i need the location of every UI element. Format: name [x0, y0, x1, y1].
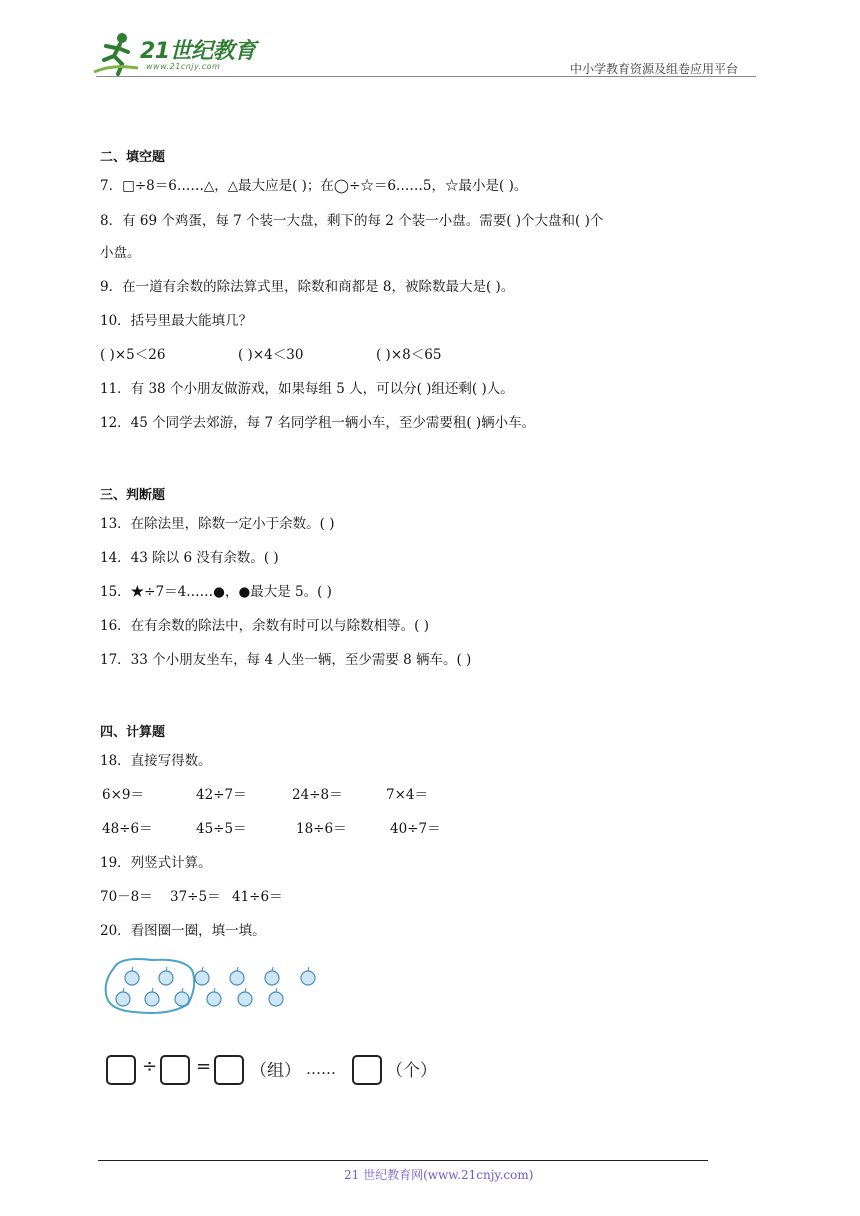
peach-picture: [100, 954, 330, 1018]
question-14: 14．43 除以 6 没有余数。( ): [100, 550, 279, 566]
vertical-calc-item: 37÷5＝: [170, 889, 221, 905]
vertical-calc-item: 41÷6＝: [232, 889, 283, 905]
question-10-a: ( )×5＜26: [100, 347, 166, 363]
question-18: 18．直接写得数。: [100, 753, 212, 769]
logo-title: 21世纪教育: [140, 39, 256, 64]
peach-icon: [145, 992, 159, 1006]
calc-item: 45÷5＝: [196, 821, 247, 837]
footer-divider: [98, 1160, 708, 1161]
peach-icon: [195, 971, 209, 985]
calc-item: 7×4＝: [386, 787, 428, 803]
question-10-c: ( )×8＜65: [376, 347, 442, 363]
peach-icon: [116, 992, 130, 1006]
calc-item: 48÷6＝: [102, 821, 153, 837]
peach-icon: [159, 971, 173, 985]
question-7: 7．□÷8＝6……△，△最大应是( )；在◯÷☆＝6……5，☆最小是( )。: [100, 178, 528, 194]
remainder-dots: ……: [306, 1060, 336, 1078]
answer-box-divisor[interactable]: [160, 1055, 190, 1085]
question-10-b: ( )×4＜30: [238, 347, 304, 363]
peach-stems: [123, 967, 309, 992]
question-15: 15．★÷7＝4……●，●最大是 5。( ): [100, 584, 332, 600]
question-16: 16．在有余数的除法中，余数有时可以与除数相等。( ): [100, 618, 430, 634]
peach-row-bottom: [116, 992, 283, 1006]
question-10: 10．括号里最大能填几？: [100, 313, 253, 329]
header-divider: [96, 76, 756, 77]
peach-icon: [207, 992, 221, 1006]
logo-url: www.21cnjy.com: [146, 62, 221, 71]
question-19: 19．列竖式计算。: [100, 855, 212, 871]
peach-icon: [269, 992, 283, 1006]
question-8-line1: 8．有 69 个鸡蛋，每 7 个装一大盘，剩下的每 2 个装一小盘。需要( )个大盘和( )个: [100, 213, 604, 229]
answer-box-dividend[interactable]: [106, 1055, 136, 1085]
question-8-line2: 小盘。: [100, 245, 141, 261]
question-20: 20．看图圈一圈，填一填。: [100, 923, 266, 939]
calc-item: 42÷7＝: [196, 787, 247, 803]
calc-item: 24÷8＝: [292, 787, 343, 803]
calc-item: 18÷6＝: [296, 821, 347, 837]
unit-group-label: （组）: [250, 1061, 301, 1081]
section-title-judgement: 三、判断题: [100, 488, 166, 503]
peach-row-top: [125, 971, 315, 985]
question-12: 12．45 个同学去郊游，每 7 名同学租一辆小车，至少需要租( )辆小车。: [100, 415, 536, 431]
peach-icon: [265, 971, 279, 985]
calc-item: 6×9＝: [102, 787, 144, 803]
calc-item: 40÷7＝: [390, 821, 441, 837]
section-title-fill-blank: 二、填空题: [100, 150, 166, 165]
question-13: 13．在除法里，除数一定小于余数。( ): [100, 516, 335, 532]
runner-logo-icon: [92, 30, 140, 76]
question-17: 17．33 个小朋友坐车，每 4 人坐一辆，至少需要 8 辆车。( ): [100, 652, 472, 668]
peach-icon: [230, 971, 244, 985]
question-9: 9．在一道有余数的除法算式里，除数和商都是 8，被除数最大是( )。: [100, 279, 515, 295]
divide-sign: ÷: [142, 1056, 158, 1077]
unit-item-label: （个）: [386, 1061, 437, 1081]
peach-icon: [238, 992, 252, 1006]
section-title-calculation: 四、计算题: [100, 725, 166, 740]
site-logo: [92, 30, 262, 78]
answer-box-remainder[interactable]: [352, 1055, 382, 1085]
peach-icon: [175, 992, 189, 1006]
header-platform-text: 中小学教育资源及组卷应用平台: [570, 62, 739, 76]
peach-icon: [125, 971, 139, 985]
question-11: 11．有 38 个小朋友做游戏，如果每组 5 人，可以分( )组还剩( )人。: [100, 381, 514, 397]
vertical-calc-item: 70－8＝: [100, 889, 153, 905]
answer-box-quotient[interactable]: [214, 1055, 244, 1085]
peach-icon: [301, 971, 315, 985]
equals-sign: =: [196, 1056, 212, 1077]
footer-text: 21 世纪教育网(www.21cnjy.com): [344, 1168, 534, 1182]
